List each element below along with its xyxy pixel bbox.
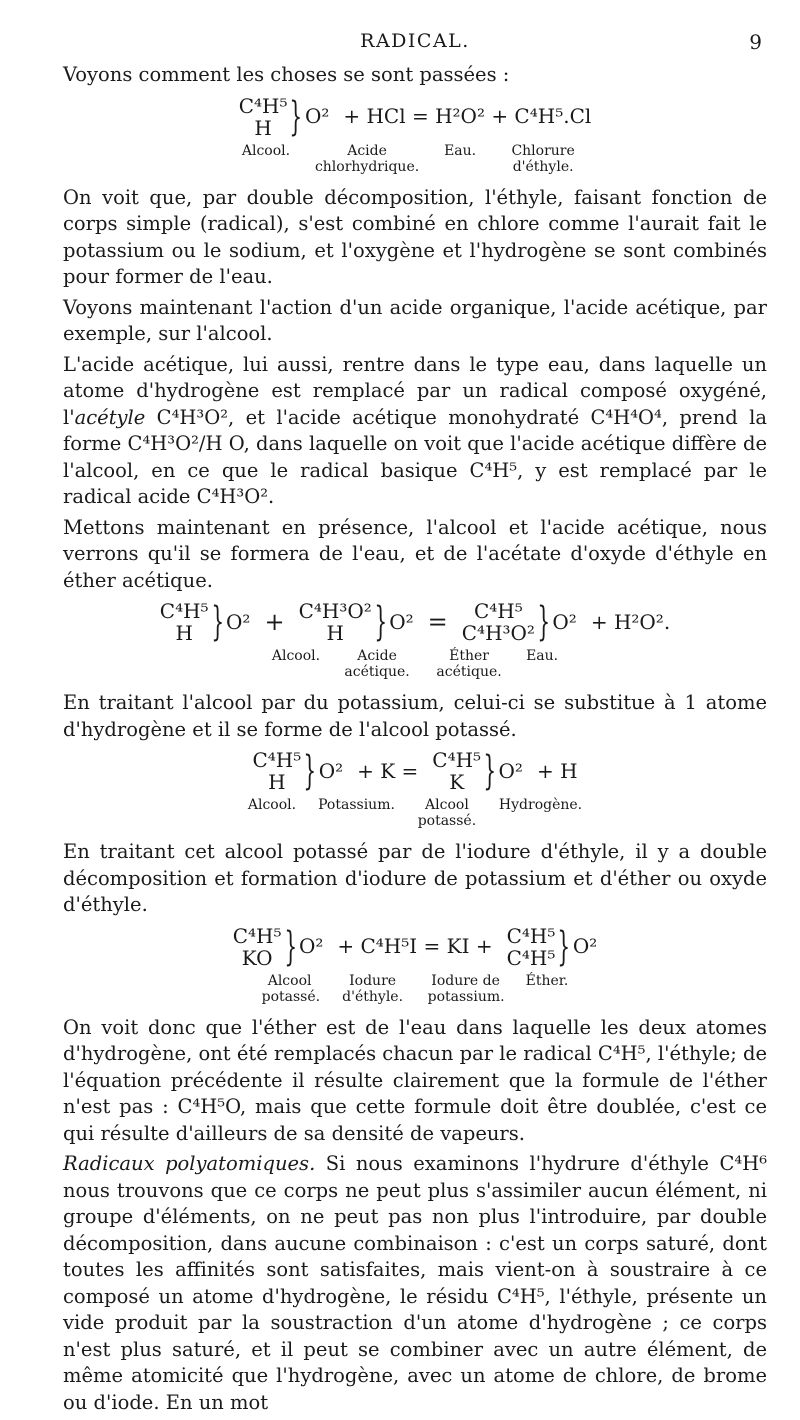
oxygen-term: O² — [226, 609, 251, 634]
caption: Eau. — [444, 142, 477, 159]
equation-captions — [63, 143, 767, 175]
equals-sign: = — [427, 607, 448, 636]
paragraph: En traitant l'alcool par du potassium, celui-ci se substitue à 1 atome d'hydrogène et il se forme de l'alcool potassé. — [63, 691, 767, 741]
equation-tail: + H²O². — [590, 609, 671, 634]
caption: Alcool potassé. — [417, 797, 477, 829]
caption: Acide chlorhydrique. — [314, 142, 420, 175]
paragraph: Voyons maintenant l'action d'un acide organique, l'acide acétique, par exemple, sur l'alcool. — [63, 295, 767, 345]
equation-tail: + H — [536, 758, 578, 783]
caption: Iodure de potassium. — [427, 972, 505, 1005]
formula-top: C⁴H⁵ — [238, 93, 288, 118]
running-head: RADICAL. — [360, 30, 470, 52]
equation-rest: + HCl = H²O² + C⁴H⁵.Cl — [343, 104, 592, 129]
text-span: L'acide acétique, lui aussi, rentre dans le type eau, dans laquelle un atome d'hydrogène est remplacé par un radical composé oxygéné, l' — [63, 352, 767, 429]
equation-captions — [63, 648, 767, 680]
formula-bottom: H — [326, 621, 344, 645]
equation-captions — [63, 973, 767, 1005]
paragraph: On voit que, par double décomposition, l'éthyle, faisant fonction de corps simple (radical), s'est combiné en chlore comme l'aurait fait le potassium ou le sodium, et l'oxygène et l'hydrogène se sont combinés pour former de l'eau. — [63, 185, 767, 288]
formula-top: C⁴H⁵ — [473, 599, 523, 623]
formula-bottom: H — [175, 621, 193, 645]
equation-alcool-potasse: C⁴H⁵ H } O² + K = C⁴H⁵ K } O² + H Alcool. Potassium. Alcool potassé. Hydrogène. — [63, 749, 767, 829]
formula-bottom: KO — [241, 945, 273, 970]
formula-bottom: C⁴H³O² — [461, 621, 535, 645]
paragraph: En traitant cet alcool potassé par de l'iodure d'éthyle, il y a double décomposition et formation d'iodure de potassium et d'éther ou oxyde d'éthyle. — [63, 840, 767, 916]
italic-term: acétyle — [74, 405, 146, 429]
equation-ether-acetique: C⁴H⁵ H } O² + C⁴H³O² H } O² = C⁴H⁵ C⁴H³O² } O² + H²O². Alcool. Acide acétique. Éther acétique. Eau. — [63, 600, 767, 680]
section-heading: Radicaux polyatomiques. — [63, 1152, 316, 1175]
page-header — [60, 30, 770, 60]
oxygen-term: O² — [572, 934, 598, 959]
formula-top: C⁴H⁵ — [506, 923, 556, 948]
paragraph: On voit donc que l'éther est de l'eau dans laquelle les deux atomes d'hydrogène, ont été remplacés chacun par le radical C⁴H⁵, l'éthyle; de l'équation précédente il résulte clairement que la formule de l'éther n'est pas : C⁴H⁵O, mais que cette formule doit être doublée, c'est ce qui résulte d'ailleurs de sa densité de vapeurs. — [63, 1015, 767, 1145]
caption: Eau. — [526, 648, 559, 664]
formula-top: C⁴H⁵ — [232, 923, 282, 948]
formula-bottom: C⁴H⁵ — [506, 945, 556, 970]
oxygen-term: O² — [298, 934, 324, 959]
equation-captions — [63, 797, 767, 829]
formula-bottom: K — [449, 770, 465, 794]
caption: Potassium. — [318, 797, 395, 813]
oxygen-term: O² — [304, 104, 330, 129]
paragraph: Mettons maintenant en présence, l'alcool et l'acide acétique, nous verrons qu'il se formera de l'eau, et de l'acétate d'oxyde d'éthyle en éther acétique. — [63, 515, 767, 592]
caption: Éther acétique. — [436, 648, 502, 680]
page-number: 9 — [749, 30, 762, 54]
text-span: C⁴H³O², et l'acide acétique monohydraté C⁴H⁴O⁴, prend la forme C⁴H³O²/H O, dans laquelle on voit que l'acide acétique diffère de l'alcool, en ce que le radical basique C⁴H⁵, y est remplacé par le radical acide C⁴H³O². — [63, 405, 767, 508]
plus-sign: + — [264, 607, 285, 636]
oxygen-term: O² — [318, 758, 344, 783]
caption: Alcool. — [241, 142, 291, 159]
caption: Alcool. — [247, 797, 297, 813]
paragraph-acetyle — [63, 352, 767, 511]
caption: Alcool. — [271, 648, 321, 664]
caption: Alcool potassé. — [261, 972, 321, 1005]
caption: Éther. — [525, 972, 569, 989]
caption: Acide acétique. — [344, 648, 410, 680]
formula-bottom: H — [254, 115, 272, 140]
formula-bottom: H — [268, 770, 286, 794]
equation-middle: + C⁴H⁵I = KI + — [337, 934, 493, 959]
formula-top: C⁴H⁵ — [432, 748, 482, 772]
page-body — [63, 62, 767, 1420]
formula-top: C⁴H⁵ — [159, 599, 209, 623]
caption: Chlorure d'éthyle. — [511, 142, 575, 175]
caption: Hydrogène. — [498, 797, 583, 813]
oxygen-term: O² — [389, 609, 414, 634]
formula-top: C⁴H⁵ — [252, 748, 302, 772]
equation-middle: + K = — [357, 758, 419, 783]
paragraph-radicaux — [63, 1151, 767, 1416]
paragraph-intro: Voyons comment les choses se sont passées : — [63, 63, 510, 86]
text-span: Si nous examinons l'hydrure d'éthyle C⁴H⁶ nous trouvons que ce corps ne peut plus s'assimiler aucun élément, ni groupe d'éléments, on ne peut pas non plus l'introduire, par double décomposition, dans aucune combinaison : c'est un corps saturé, dont toutes les affinités sont satisfaites, mais vient-on à soustraire à ce composé un atome d'hydrogène, le résidu C⁴H⁵, l'éthyle, présente un vide produit par la soustraction d'un atome d'hydrogène ; ce corps n'est plus saturé, et il peut se combiner avec un autre élément, de même atomicité que l'hydrogène, avec un atome de chlore, de brome ou d'iode. En un mot — [63, 1152, 768, 1414]
formula-top: C⁴H³O² — [298, 599, 372, 623]
oxygen-term: O² — [498, 758, 523, 783]
oxygen-term: O² — [552, 609, 577, 634]
caption: Iodure d'éthyle. — [342, 972, 404, 1005]
equation-alcool-hcl: C⁴H⁵ H } O² + HCl = H²O² + C⁴H⁵.Cl Alcool. Acide chlorhydrique. Eau. Chlorure d'éthyle. — [63, 95, 767, 175]
equation-ether: C⁴H⁵ KO } O² + C⁴H⁵I = KI + C⁴H⁵ C⁴H⁵ } O² Alcool potassé. Iodure d'éthyle. Iodure de potassium. Éther. — [63, 925, 767, 1005]
